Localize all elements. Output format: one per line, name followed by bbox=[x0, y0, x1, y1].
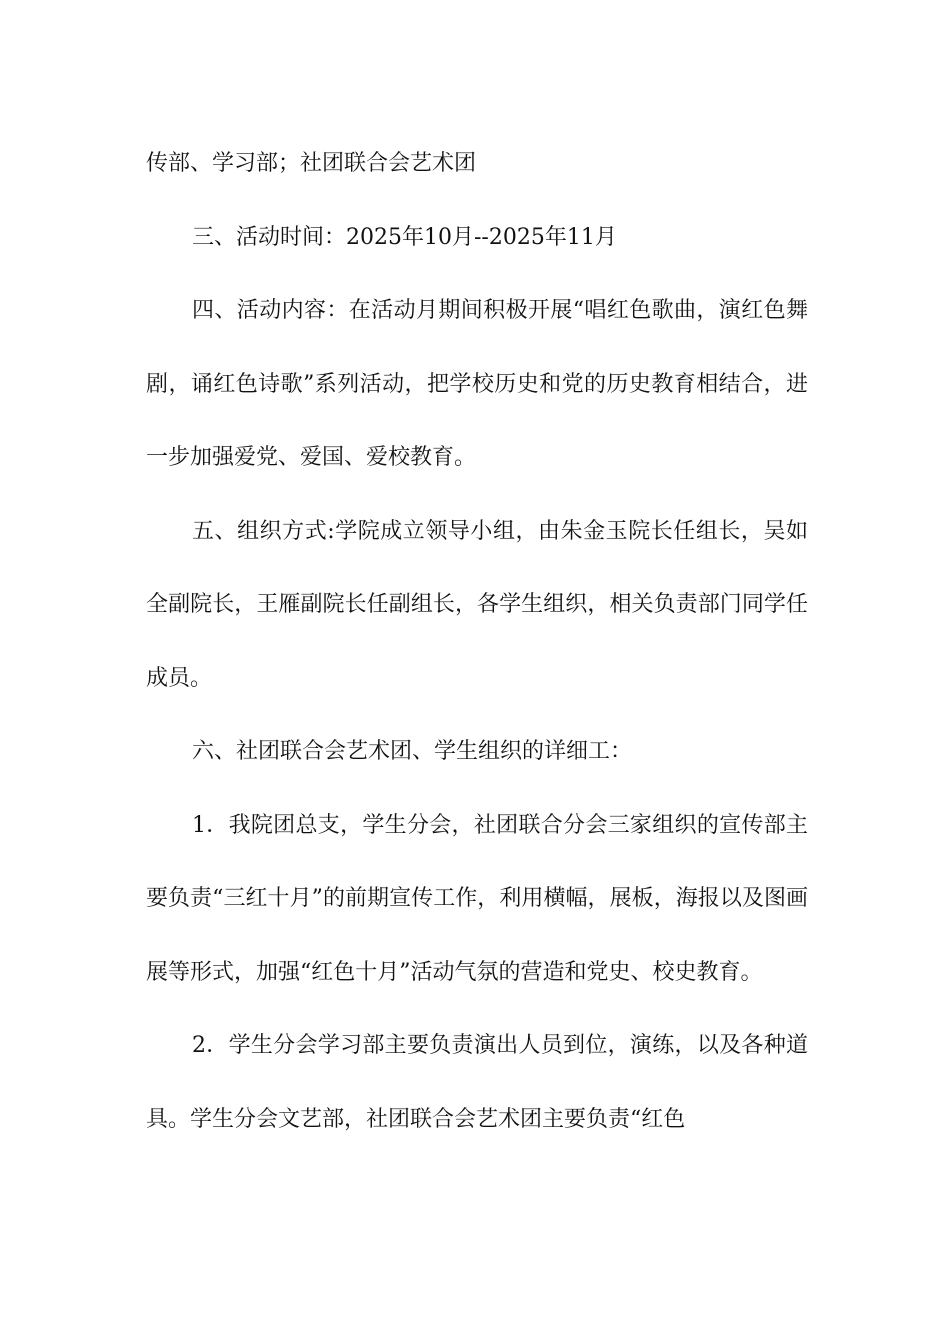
paragraph-division-heading: 六、社团联合会艺术团、学生组织的详细工： bbox=[192, 739, 633, 764]
paragraph-item-1: 1．我院团总支，学生分会，社团联合分会三家组织的宣传部主要负责“三红十月”的前期宣传工作，利用横幅，展板，海报以及图画展等形式，加强“红色十月”活动气氛的营造和党史、校史教育。 bbox=[146, 812, 808, 985]
paragraph-organization: 五、组织方式:学院成立领导小组，由朱金玉院长任组长，吴如全副院长，王雁副院长任副组长，各学生组织，相关负责部门同学任成员。 bbox=[146, 518, 808, 691]
document-body bbox=[146, 127, 808, 1156]
paragraph-activity-content: 四、活动内容：在活动月期间积极开展“唱红色歌曲，演红色舞剧，诵红色诗歌”系列活动，把学校历史和党的历史教育相结合，进一步加强爱党、爱国、爱校教育。 bbox=[146, 298, 808, 470]
paragraph-continuation: 传部、学习部；社团联合会艺术团 bbox=[146, 151, 477, 176]
paragraph-item-2: 2．学生分会学习部主要负责演出人员到位，演练，以及各种道具。学生分会文艺部，社团联合会艺术团主要负责“红色 bbox=[146, 1033, 808, 1132]
paragraph-activity-time: 三、活动时间：2025年10月--2025年11月 bbox=[192, 224, 617, 250]
